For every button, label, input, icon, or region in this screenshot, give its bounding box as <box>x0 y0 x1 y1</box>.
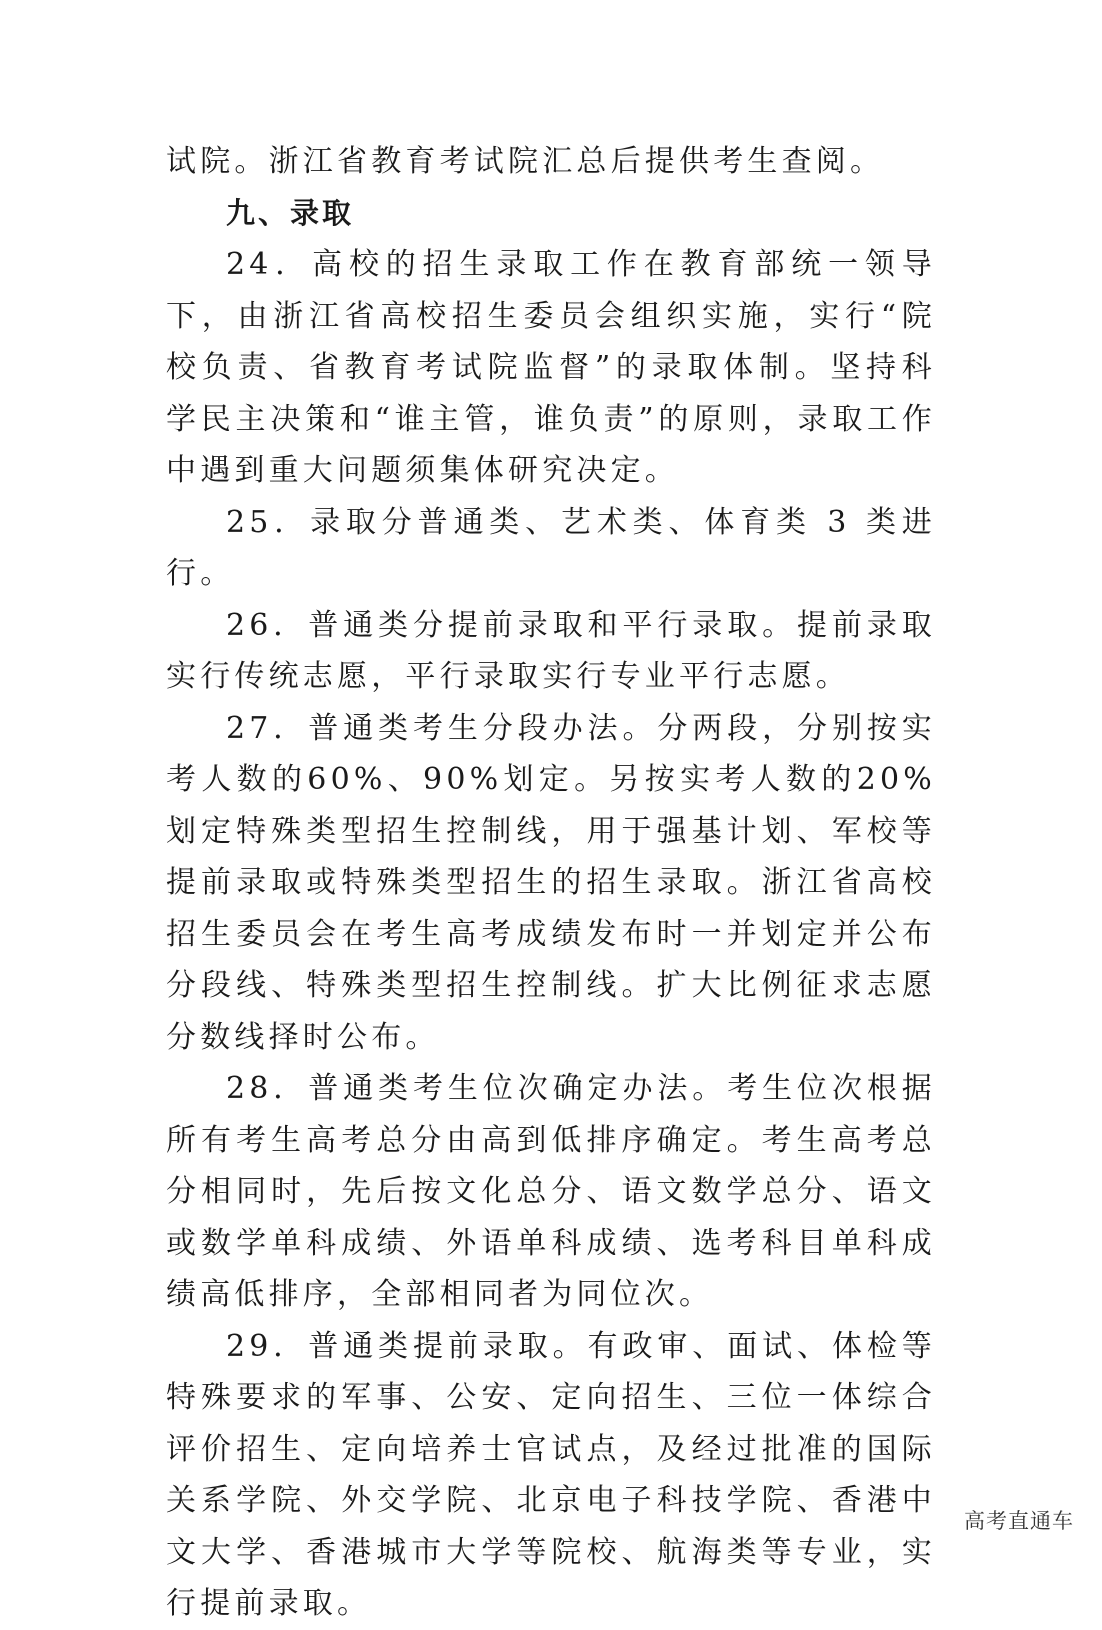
paragraph-25: 25．录取分普通类、艺术类、体育类 3 类进行。 <box>166 504 936 591</box>
document-body <box>166 136 936 1630</box>
paragraph-27: 27．普通类考生分段办法。分两段，分别按实考人数的60%、90%划定。另按实考人数的20%划定特殊类型招生控制线，用于强基计划、军校等提前录取或特殊类型招生的招生录取。浙江省高校招生委员会在考生高考成绩发布时一并划定并公布分段线、特殊类型招生控制线。扩大比例征求志愿分数线择时公布。 <box>166 710 936 1055</box>
paragraph-28: 28．普通类考生位次确定办法。考生位次根据所有考生高考总分由高到低排序确定。考生高考总分相同时，先后按文化总分、语文数学总分、语文或数学单科成绩、外语单科成绩、选考科目单科成绩高低排序，全部相同者为同位次。 <box>166 1071 936 1312</box>
section-heading-admission: 九、录取 <box>226 195 355 230</box>
paragraph-continuation: 试院。浙江省教育考试院汇总后提供考生查阅。 <box>166 144 885 179</box>
paragraph-29: 29．普通类提前录取。有政审、面试、体检等特殊要求的军事、公安、定向招生、三位一体综合评价招生、定向培养士官试点，及经过批准的国际关系学院、外交学院、北京电子科技学院、香港中文大学、香港城市大学等院校、航海类等专业，实行提前录取。 <box>166 1328 936 1621</box>
watermark-label: 高考直通车 <box>964 1509 1074 1533</box>
paragraph-24: 24．高校的招生录取工作在教育部统一领导下，由浙江省高校招生委员会组织实施，实行“院校负责、省教育考试院监督”的录取体制。坚持科学民主决策和“谁主管，谁负责”的原则，录取工作中遇到重大问题须集体研究决定。 <box>166 247 936 488</box>
paragraph-26: 26．普通类分提前录取和平行录取。提前录取实行传统志愿，平行录取实行专业平行志愿。 <box>166 607 936 694</box>
